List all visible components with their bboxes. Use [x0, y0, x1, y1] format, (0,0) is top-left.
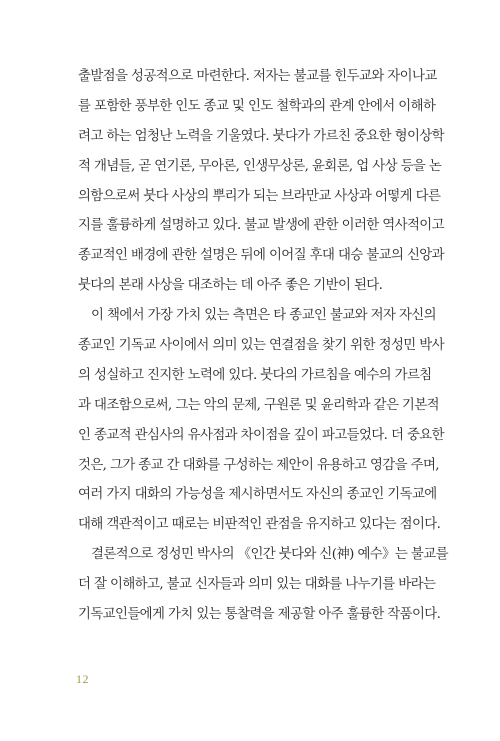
paragraph-2-line-6: 것은, 그가 종교 간 대화를 구성하는 제안이 유용하고 영감을 주며,	[78, 457, 439, 473]
paragraph-2-line-7: 여러 가지 대화의 가능성을 제시하면서도 자신의 종교인 기독교에	[78, 487, 437, 503]
paragraph-2-line-5: 인 종교적 관심사의 유사점과 차이점을 깊이 파고들었다. 더 중요한	[78, 427, 444, 443]
paragraph-1-line-3: 려고 하는 엄청난 노력을 기울였다. 붓다가 가르친 중요한 형이상학	[78, 128, 444, 144]
paragraph-2-line-4: 과 대조함으로써, 그는 악의 문제, 구원론 및 윤리학과 같은 기본적	[78, 397, 439, 413]
paragraph-3-line-3: 기독교인들에게 가치 있는 통찰력을 제공할 아주 훌륭한 작품이다.	[78, 607, 441, 623]
paragraph-2-line-2: 종교인 기독교 사이에서 의미 있는 연결점을 찾기 위한 정성민 박사	[78, 338, 444, 354]
paragraph-2-line-8: 대해 객관적이고 때로는 비판적인 관점을 유지하고 있다는 점이다.	[78, 517, 441, 533]
paragraph-1-line-8: 붓다의 본래 사상을 대조하는 데 아주 좋은 기반이 된다.	[78, 278, 383, 294]
paragraph-1-line-5: 의함으로써 붓다 사상의 뿌리가 되는 브라만교 사상과 어떻게 다른	[78, 188, 441, 204]
paragraph-3-line-1: 결론적으로 정성민 박사의 《인간 붓다와 신(神) 예수》는 불교를	[91, 547, 448, 563]
paragraph-1-line-2: 를 포함한 풍부한 인도 종교 및 인도 철학과의 관계 안에서 이해하	[78, 98, 436, 114]
paragraph-2-line-3: 의 성실하고 진지한 노력에 있다. 붓다의 가르침을 예수의 가르침	[78, 367, 432, 383]
page-number: 12	[76, 672, 89, 686]
paragraph-1-line-6: 지를 훌륭하게 설명하고 있다. 불교 발생에 관한 이러한 역사적이고	[78, 218, 444, 234]
paragraph-3-line-2: 더 잘 이해하고, 불교 신자들과 의미 있는 대화를 나누기를 바라는	[78, 577, 436, 593]
paragraph-1-line-1: 출발점을 성공적으로 마련한다. 저자는 불교를 힌두교와 자이나교	[78, 69, 437, 84]
paragraph-2-line-1: 이 책에서 가장 가치 있는 측면은 타 종교인 불교와 저자 자신의	[91, 308, 436, 324]
paragraph-1-line-7: 종교적인 배경에 관한 설명은 뒤에 이어질 후대 대승 불교의 신앙과	[78, 248, 444, 264]
body-text	[78, 62, 448, 630]
paragraph-1-line-4: 적 개념들, 곧 연기론, 무아론, 인생무상론, 윤회론, 업 사상 등을 논	[78, 158, 442, 174]
